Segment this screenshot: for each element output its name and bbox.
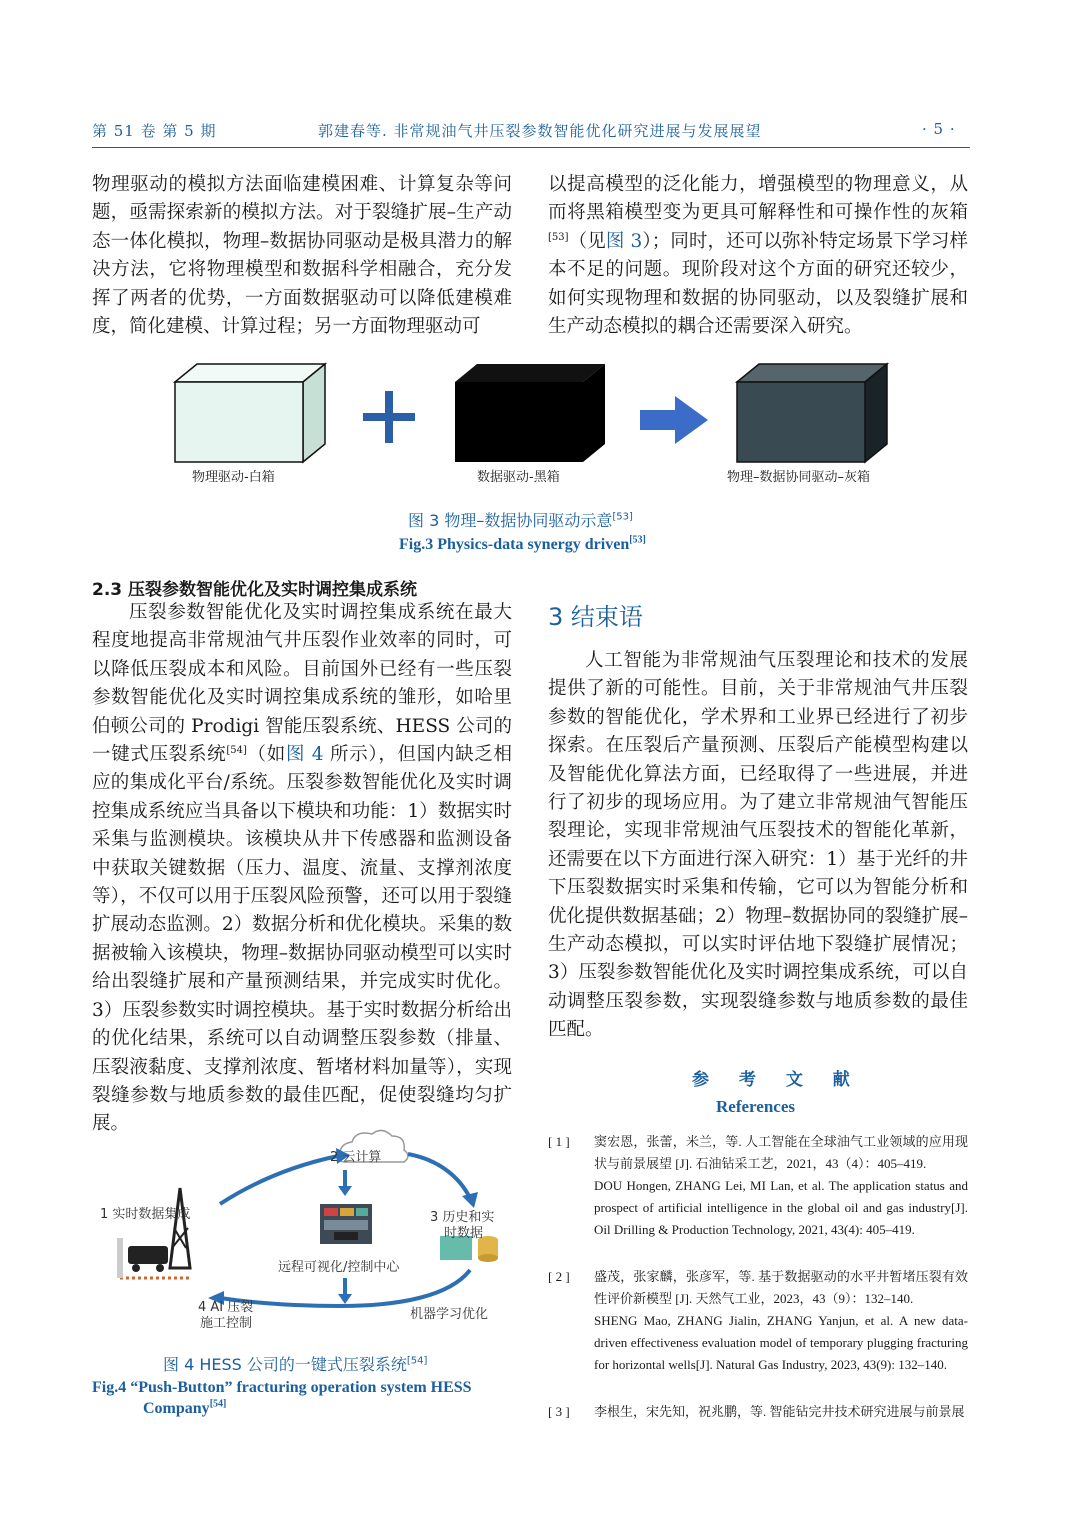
fig4-node-2: 2 云计算: [330, 1150, 382, 1165]
figure-3-diagram: [170, 360, 910, 468]
header-rule: [92, 147, 970, 148]
citation[interactable]: [53]: [629, 534, 646, 546]
text-segment: 压裂参数智能优化及实时调控集成系统在最大程度地提高非常规油气井压裂作业效率的同时，可以降低压裂成本和风险。目前国外已经有一些压裂参数智能优化及实时调控集成系统的雏形，如哈里伯顿公司的 Prodigi 智能压裂系统、HESS 公司的一键式压裂系统: [92, 602, 512, 766]
text-segment: 以提高模型的泛化能力，增强模型的物理意义，从而将黑箱模型变为更具可解释性和可操作性的灰箱: [548, 174, 968, 224]
text-segment: ）；同时，还可以弥补特定场景下学习样本不足的问题。现阶段对这个方面的研究还较少，如何实现物理和数据的协同驱动，以及裂缝扩展和生产动态模拟的耦合还需要深入研究。: [548, 230, 968, 338]
figure-4-caption-en-line1: Fig.4 “Push-Button” fracturing operation system HESS: [92, 1379, 472, 1396]
ref-1-en: DOU Hongen, ZHANG Lei, MI Lan, et al. The application status and prospect of artificial intelligence in the global oil and gas industry[J]. Oil Drilling & Production Technology, 2021, 43(4): 405–419.: [594, 1178, 968, 1237]
ref-2-en: SHENG Mao, ZHANG Jialin, ZHANG Yanjun, et al. A new data-driven effectiveness evaluation model of temporary plugging fracturing for horizontal wells[J]. Natural Gas Industry, 2023, 43(9): 132–140.: [594, 1313, 968, 1372]
gray-box: [737, 364, 887, 462]
section-3-paragraph: 人工智能为非常规油气压裂理论和技术的发展提供了新的可能性。目前，关于非常规油气井压裂参数的智能优化，学术界和工业界已经进行了初步探索。在压裂后产量预测、压裂后产能模型构建以及智能优化算法方面，已经取得了一些进展，并进行了初步的现场应用。为了建立非常规油气智能压裂理论，实现非常规油气压裂技术的智能化革新，还需要在以下方面进行深入研究：1）基于光纤的井下压裂数据实时采集和传输，它可以为智能分析和优化提供数据基础；2）物理–数据协同的裂缝扩展–生产动态模拟，可以实时评估地下裂缝扩展情况；3）压裂参数智能优化及实时调控集成系统，可以自动调整压裂参数，实现裂缝参数与地质参数的最佳匹配。: [548, 650, 968, 1041]
ref-3-cn: 李根生，宋先知，祝兆鹏，等. 智能钻完井技术研究进展与前景展: [594, 1404, 965, 1419]
ref-2-number: [ 2 ]: [548, 1269, 570, 1284]
text-segment: （如: [246, 744, 286, 766]
plus-icon: [363, 391, 415, 443]
figure-3-caption-en: [399, 536, 646, 554]
page-number: · 5 ·: [922, 120, 956, 138]
ref-2-cn: 盛茂，张家麟，张彦军，等. 基于数据驱动的水平井暂堵压裂有效性评价新模型 [J]. 天然气工业，2023，43（9）：132–140.: [594, 1269, 968, 1306]
section-3-heading: 3 结束语: [548, 603, 643, 631]
text-segment: （见: [568, 230, 606, 252]
citation[interactable]: [54]: [209, 1398, 227, 1410]
figure-3-caption-cn: [408, 508, 633, 531]
fig4-node-1: 1 实时数据集成: [100, 1207, 191, 1222]
control-center-icon: [320, 1204, 372, 1244]
right-col-top-paragraph: [548, 171, 968, 341]
fig4-node-4a: 4 AI 压裂: [198, 1300, 254, 1315]
journal-issue: 第 51 卷 第 5 期: [92, 122, 217, 140]
caption-text: 图 4 HESS 公司的一键式压裂系统: [163, 1355, 407, 1374]
left-col-top-paragraph: 物理驱动的模拟方法面临建模困难、计算复杂等问题，亟需探索新的模拟方法。对于裂缝扩展–生产动态一体化模拟，物理–数据协同驱动是极具潜力的解决方法，它将物理模型和数据科学相融合，充分发挥了两者的优势，一方面数据驱动可以降低建模难度，简化建模、计算过程；另一方面物理驱动可: [92, 174, 512, 338]
citation[interactable]: [53]: [548, 231, 569, 243]
section-2-3-heading: 2.3 压裂参数智能优化及实时调控集成系统: [92, 580, 418, 600]
citation[interactable]: [54]: [406, 1355, 428, 1367]
fig4-ml-label: 机器学习优化: [410, 1307, 489, 1322]
ref-1: [594, 1131, 968, 1241]
label-white-box: 物理驱动-白箱: [192, 470, 275, 485]
fig4-node-4b: 施工控制: [200, 1316, 253, 1331]
ref-1-number: [ 1 ]: [548, 1134, 570, 1149]
figure-link[interactable]: 图 3: [605, 230, 643, 252]
references-title-en: References: [716, 1097, 795, 1116]
text-segment: 所示），但国内缺乏相应的集成化平台/系统。压裂参数智能优化及实时调控集成系统应当具备以下模块和功能：1）数据实时采集与监测模块。该模块从井下传感器和监测设备中获取关键数据（压力、温度、流量、支撑剂浓度等），不仅可以用于压裂风险预警，还可以用于裂缝扩展动态监测。2）数据分析和优化模块。采集的数据被输入该模块，物理–数据协同驱动模型可以实时给出裂缝扩展和产量预测结果，并完成实时优化。3）压裂参数实时调控模块。基于实时数据分析给出的优化结果，系统可以自动调整压裂参数（排量、压裂液黏度、支撑剂浓度、暂堵材料加量等），实现裂缝参数与地质参数的最佳匹配，促使裂缝均匀扩展。: [92, 744, 512, 1135]
references-title-cn: 参 考 文 献: [692, 1070, 862, 1090]
white-box: [175, 364, 325, 462]
ref-3: [594, 1401, 968, 1423]
citation[interactable]: [53]: [612, 511, 633, 523]
flow-arrow-2-to-3: [408, 1154, 470, 1198]
figure-link[interactable]: 图 4: [285, 744, 324, 766]
arrowhead: [338, 1294, 352, 1304]
black-box: [455, 364, 605, 462]
ref-1-cn: 窦宏恩，张蕾，米兰，等. 人工智能在全球油气工业领域的应用现状与前景展望 [J]. 石油钻采工艺，2021，43（4）：405–419.: [594, 1134, 968, 1171]
figure-4-caption-cn: [163, 1352, 427, 1375]
caption-text: 图 3 物理–数据协同驱动示意: [408, 511, 613, 530]
label-gray-box: 物理–数据协同驱动–灰箱: [727, 470, 871, 485]
fig4-node-3a: 3 历史和实: [430, 1210, 495, 1225]
flow-arrow-1-to-2: [220, 1156, 338, 1204]
fig4-center-label: 远程可视化/控制中心: [278, 1260, 400, 1275]
arrowhead: [338, 1186, 352, 1196]
ref-3-number: [ 3 ]: [548, 1404, 570, 1419]
caption-text: Company: [143, 1400, 210, 1417]
label-black-box: 数据驱动-黑箱: [477, 470, 560, 485]
right-arrow-icon: [640, 396, 708, 444]
citation[interactable]: [54]: [226, 744, 247, 756]
ref-2: [594, 1266, 968, 1376]
caption-text: Fig.3 Physics-data synergy driven: [399, 536, 630, 553]
figure-4-caption-en-line2: [143, 1400, 226, 1418]
section-2-3-paragraph: [92, 599, 512, 1139]
running-title: 郭建春等. 非常规油气井压裂参数智能优化研究进展与发展展望: [318, 122, 762, 140]
oil-rig-icon: [120, 1188, 190, 1278]
fig4-node-3b: 时数据: [444, 1226, 484, 1241]
